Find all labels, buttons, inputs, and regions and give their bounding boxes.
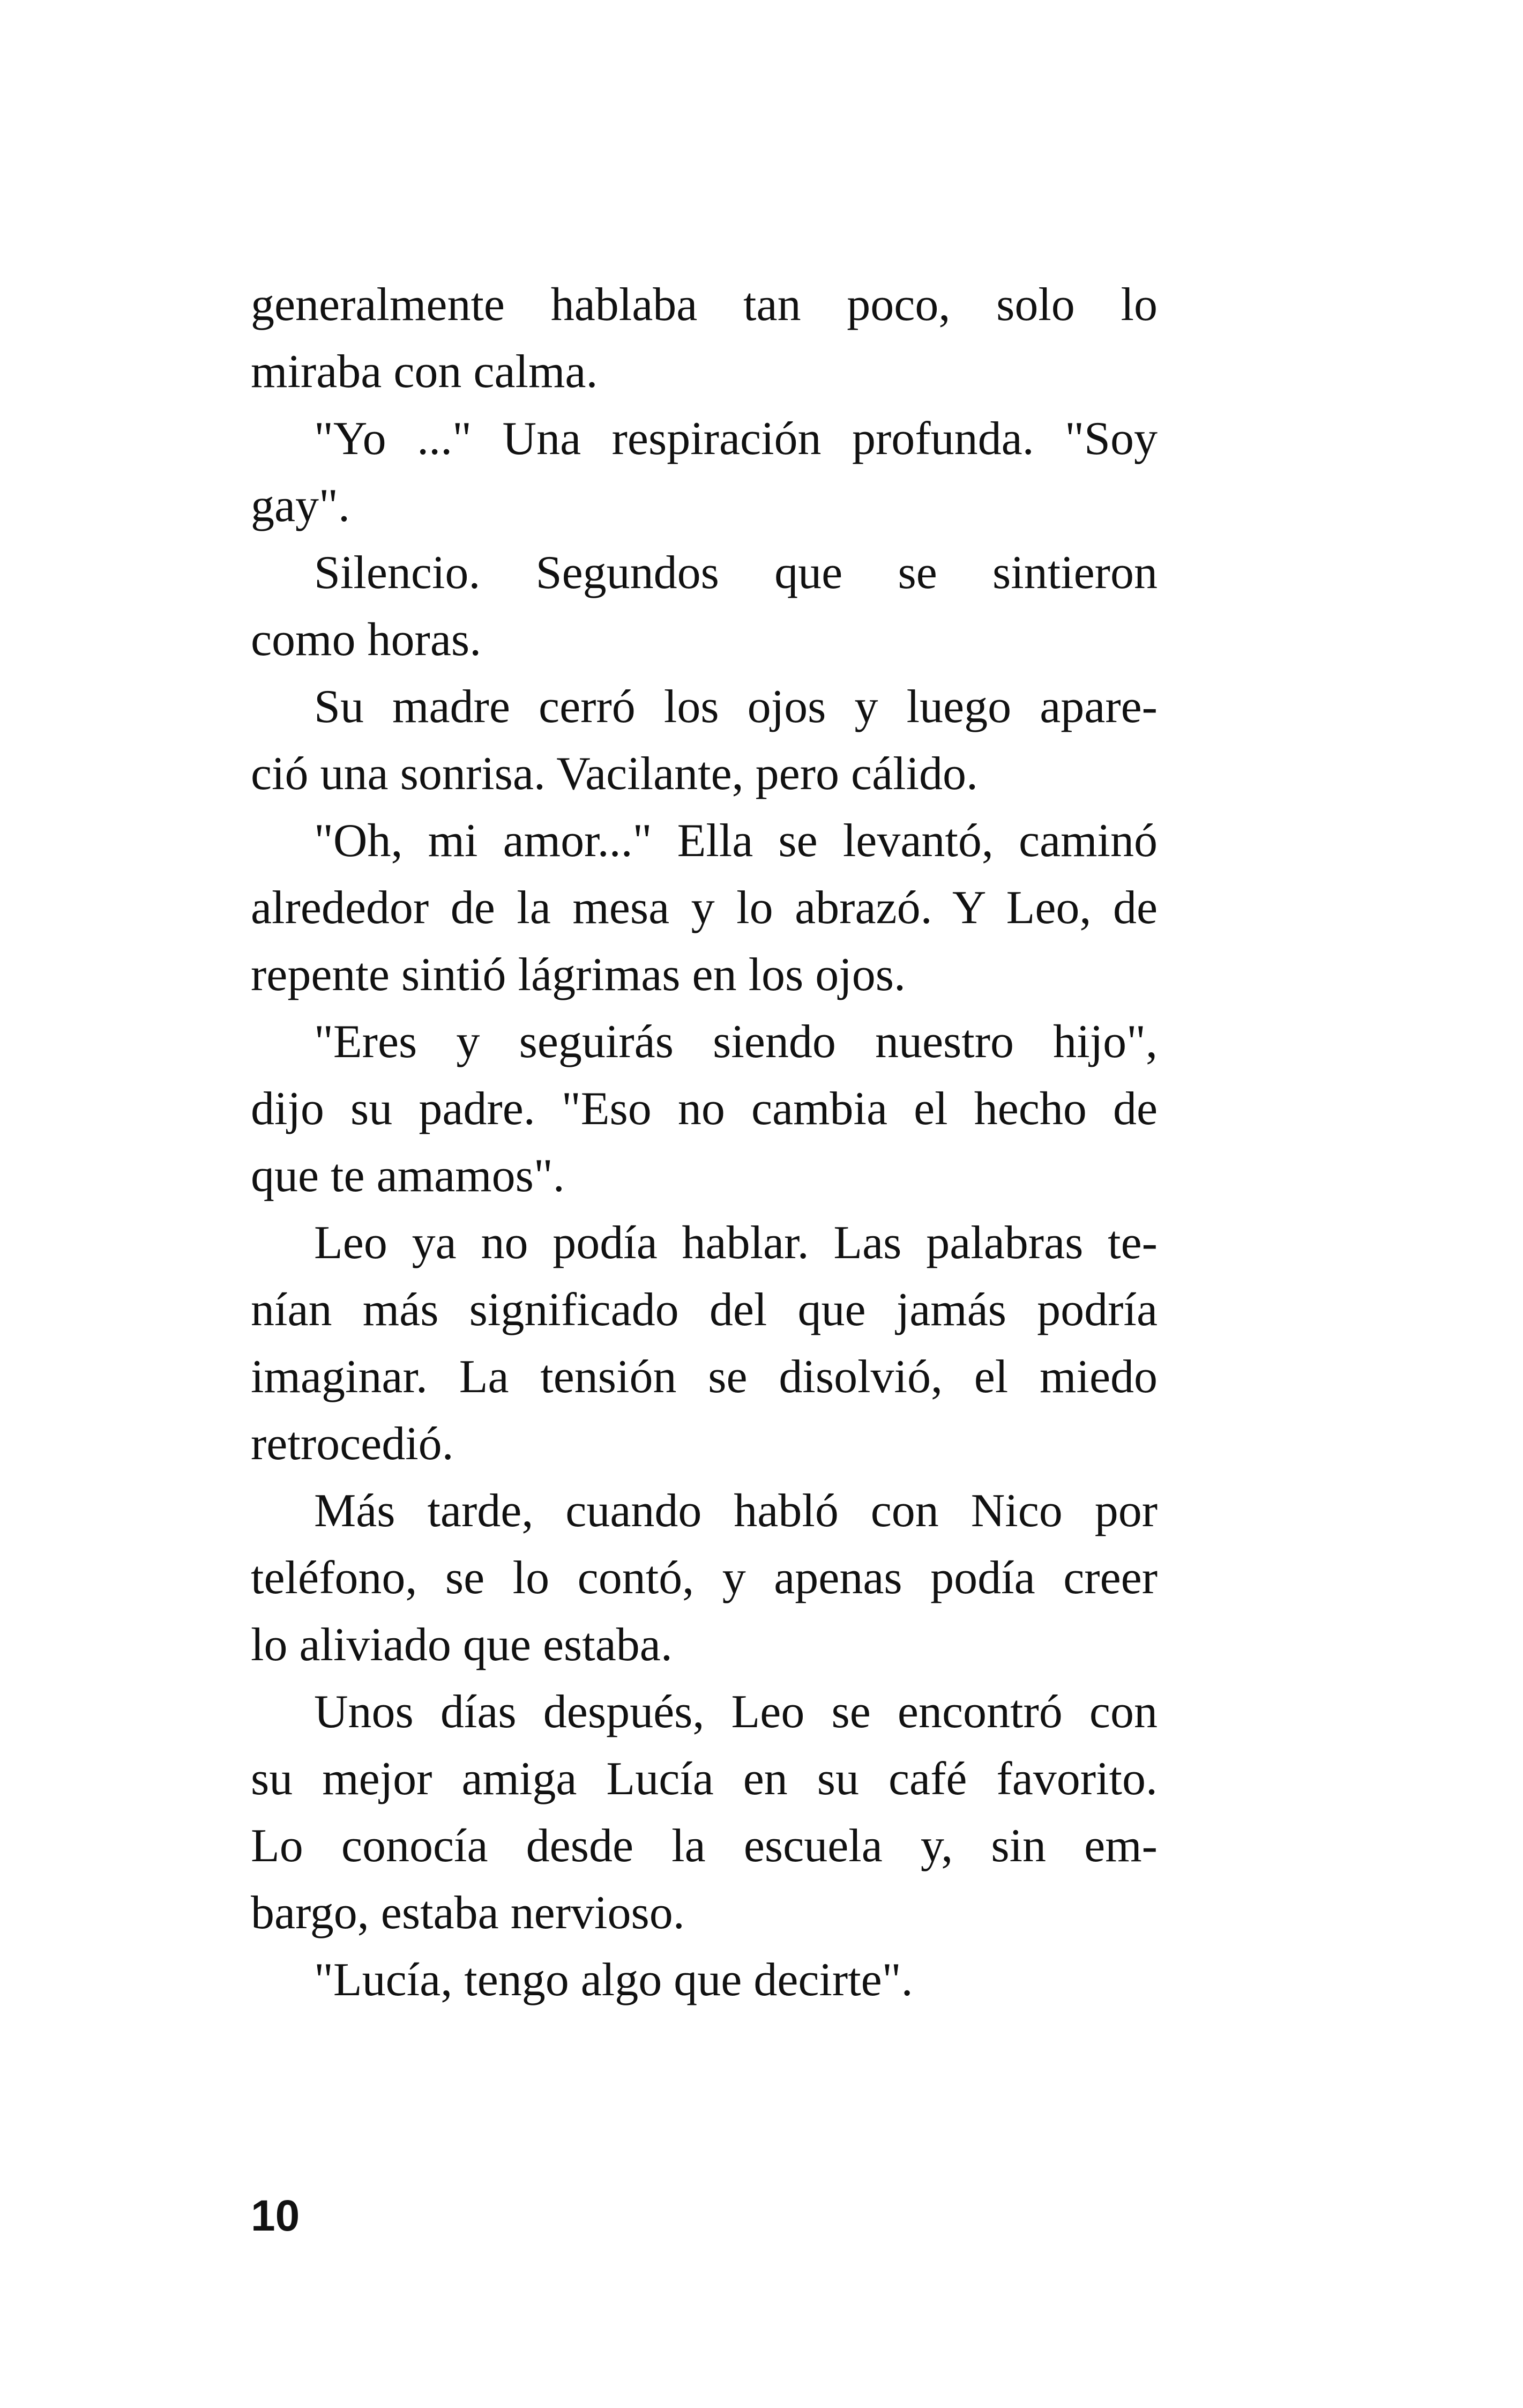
text-line: Unos días después, Leo se encontró con [314,1686,1158,1738]
text-line: teléfono, se lo contó, y apenas podía creer [251,1552,1158,1604]
text-line: Más tarde, cuando habló con Nico por [314,1485,1158,1537]
text-line: "Oh, mi amor..." Ella se levantó, caminó [314,815,1158,867]
text-line: Silencio. Segundos que se sintieron [314,547,1158,599]
text-line: miraba con calma. [251,346,598,398]
text-line: Lo conocía desde la escuela y, sin em- [251,1820,1158,1872]
text-line: imaginar. La tensión se disolvió, el miedo [251,1351,1158,1403]
text-line: generalmente hablaba tan poco, solo lo [251,279,1158,331]
text-line: "Lucía, tengo algo que decirte". [314,1954,913,2006]
text-line: "Eres y seguirás siendo nuestro hijo", [314,1016,1158,1068]
text-line: repente sintió lágrimas en los ojos. [251,949,906,1001]
text-line: gay". [251,480,350,532]
text-line: bargo, estaba nervioso. [251,1887,685,1939]
page-number: 10 [251,2191,300,2240]
text-line: nían más significado del que jamás podría [251,1284,1158,1336]
text-line: "Yo ..." Una respiración profunda. "Soy [314,413,1158,465]
body-text [251,271,1158,2013]
text-line: como horas. [251,614,482,666]
text-line: que te amamos". [251,1150,565,1202]
text-line: ció una sonrisa. Vacilante, pero cálido. [251,748,979,800]
text-line: dijo su padre. "Eso no cambia el hecho de [251,1083,1158,1135]
text-line: su mejor amiga Lucía en su café favorito. [251,1753,1158,1805]
text-line: alrededor de la mesa y lo abrazó. Y Leo, de [251,882,1158,934]
text-line: lo aliviado que estaba. [251,1619,673,1671]
text-line: Su madre cerró los ojos y luego apare- [314,681,1158,733]
text-line: Leo ya no podía hablar. Las palabras te- [314,1217,1158,1269]
text-line: retrocedió. [251,1418,454,1470]
